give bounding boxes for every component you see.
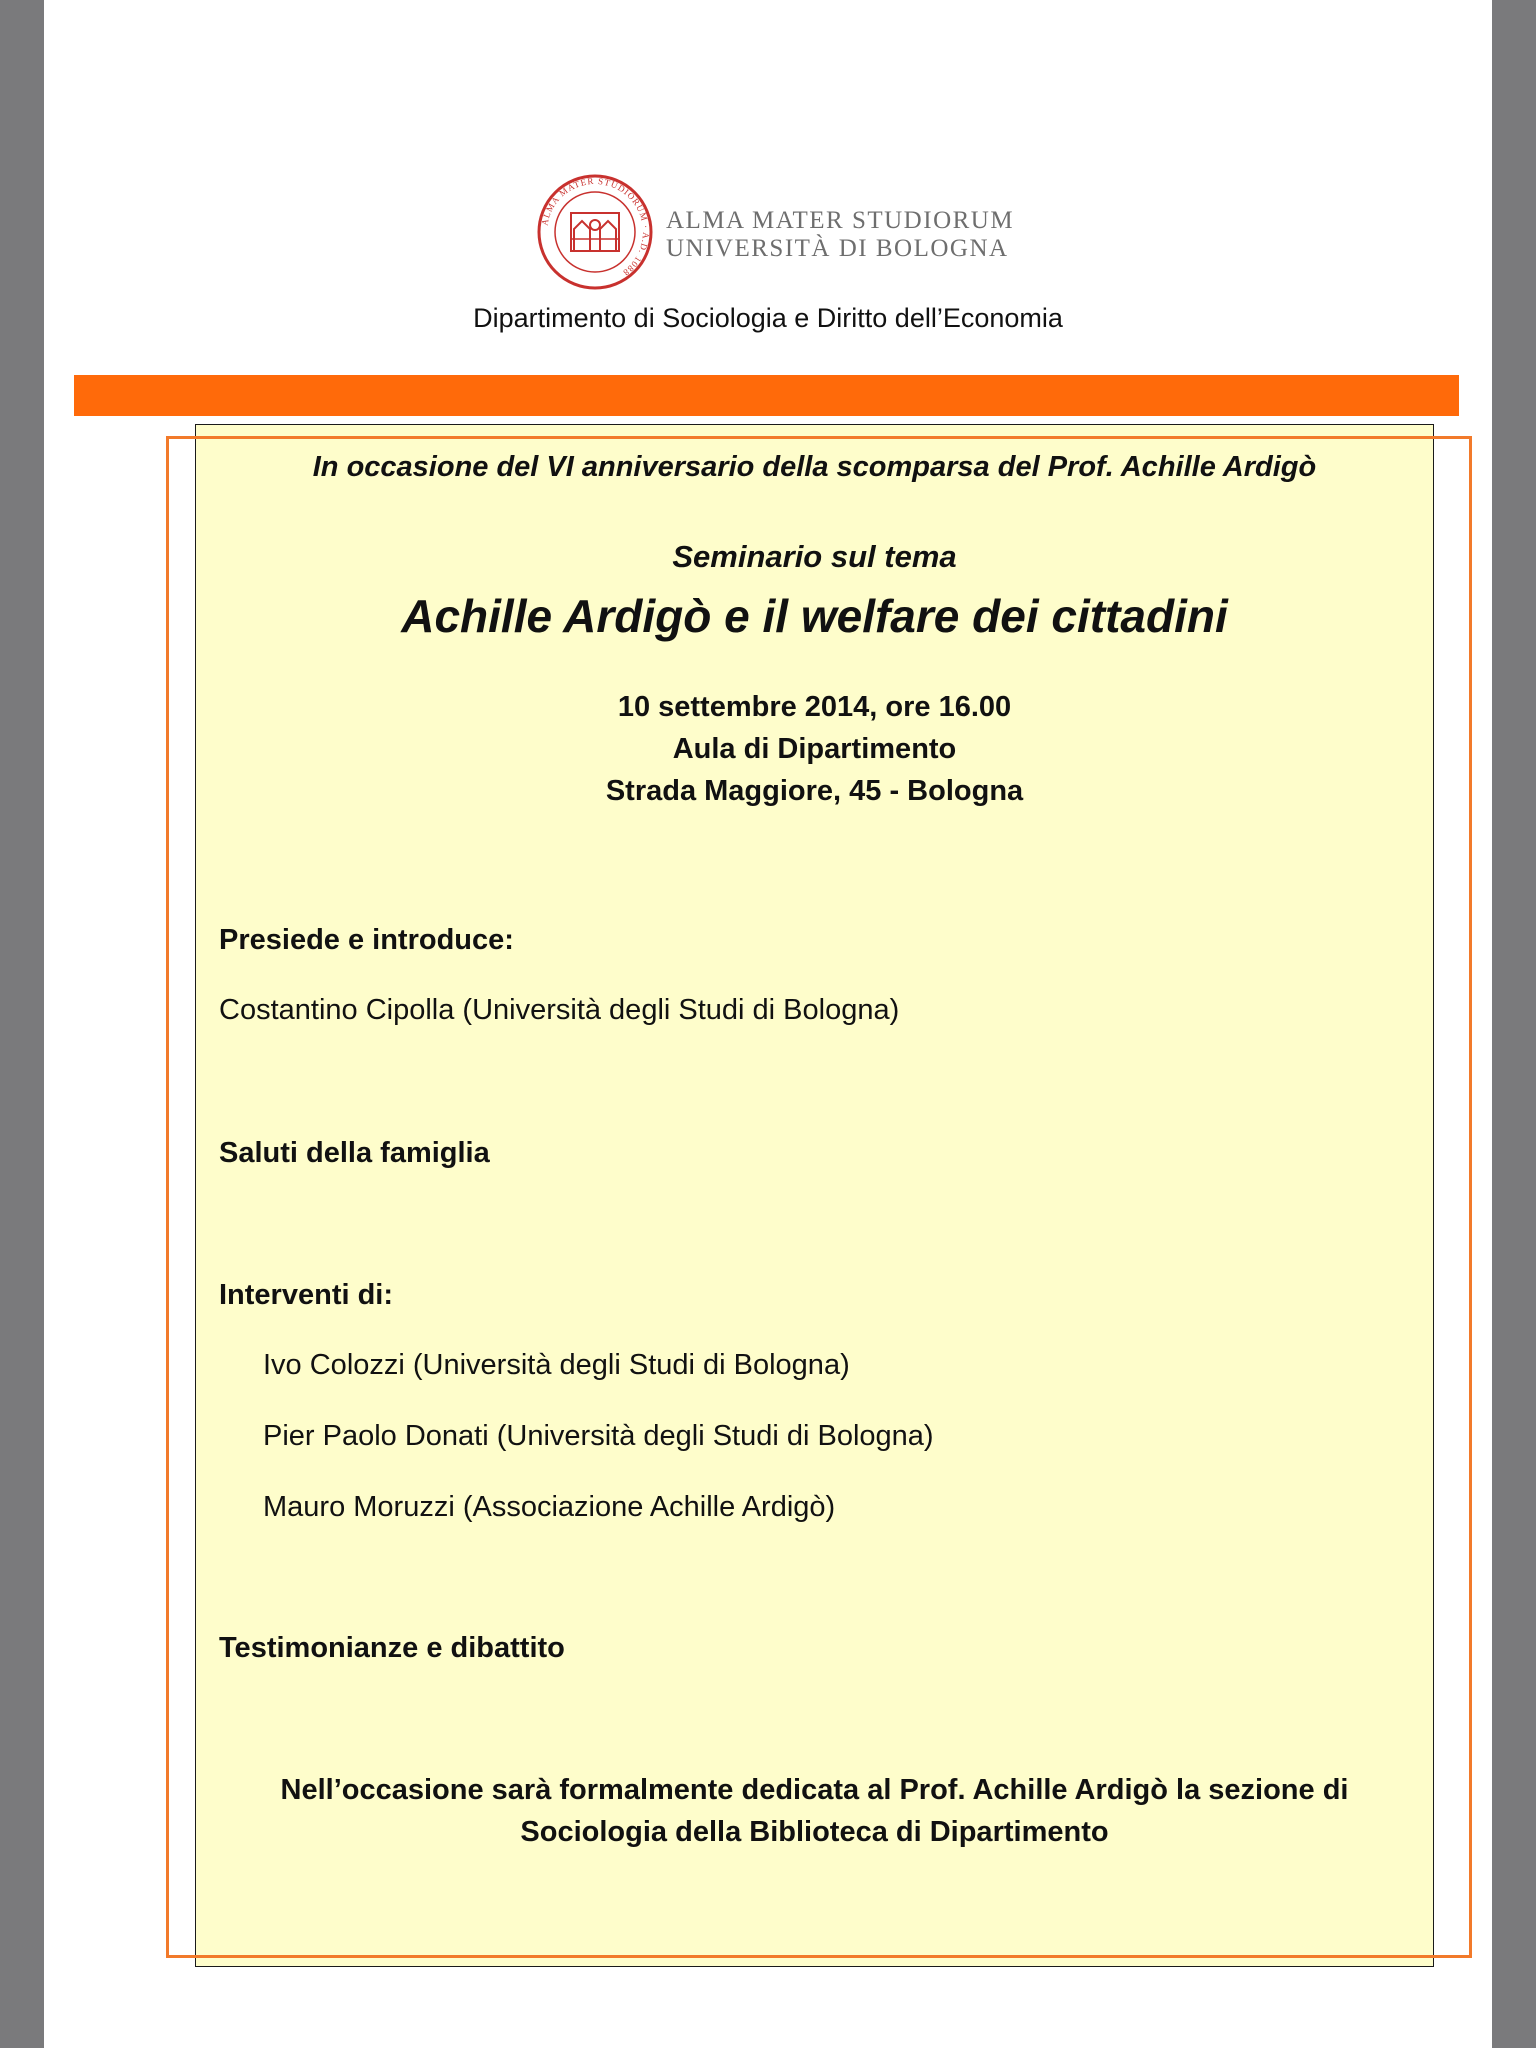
speakers-heading: Interventi di: bbox=[219, 1279, 394, 1311]
greetings-heading: Saluti della famiglia bbox=[219, 1137, 490, 1169]
document-page bbox=[44, 0, 1492, 2048]
university-name-line1: ALMA MATER STUDIORUM bbox=[666, 207, 1015, 234]
event-date: 10 settembre 2014, ore 16.00 bbox=[617, 691, 1012, 723]
university-name bbox=[666, 207, 1014, 263]
chair-heading: Presiede e introduce: bbox=[219, 924, 514, 956]
dedication-line1: Nell’occasione sarà formalmente dedicata al Prof. Achille Ardigò la sezione di bbox=[280, 1774, 1349, 1806]
university-seal-icon bbox=[536, 173, 654, 291]
accent-bar bbox=[74, 375, 1459, 416]
university-logo bbox=[536, 173, 1056, 293]
event-address: Strada Maggiore, 45 - Bologna bbox=[605, 775, 1024, 807]
dedication-line2: Sociologia della Biblioteca di Dipartimento bbox=[520, 1816, 1109, 1848]
speaker-item: Ivo Colozzi (Università degli Studi di Bologna) bbox=[263, 1349, 850, 1381]
closing-heading: Testimonianze e dibattito bbox=[219, 1632, 565, 1664]
speaker-item: Pier Paolo Donati (Università degli Studi di Bologna) bbox=[263, 1420, 934, 1452]
event-details bbox=[197, 686, 1432, 812]
department-name: Dipartimento di Sociologia e Diritto dell’Economia bbox=[473, 303, 1063, 333]
event-box bbox=[195, 424, 1434, 1967]
event-title: Achille Ardigò e il welfare dei cittadini bbox=[401, 590, 1228, 642]
event-subtitle: Seminario sul tema bbox=[672, 539, 957, 574]
dedication bbox=[197, 1769, 1432, 1853]
chair-name: Costantino Cipolla (Università degli Studi di Bologna) bbox=[219, 994, 900, 1026]
university-name-line2: UNIVERSITÀ DI BOLOGNA bbox=[666, 235, 1009, 262]
event-intro: In occasione del VI anniversario della scomparsa del Prof. Achille Ardigò bbox=[312, 451, 1317, 483]
event-room: Aula di Dipartimento bbox=[672, 733, 957, 765]
speaker-item: Mauro Moruzzi (Associazione Achille Ardigò) bbox=[263, 1491, 836, 1523]
seal-text: ALMA MATER STUDIORUM · A.D. 1088 bbox=[539, 175, 652, 279]
